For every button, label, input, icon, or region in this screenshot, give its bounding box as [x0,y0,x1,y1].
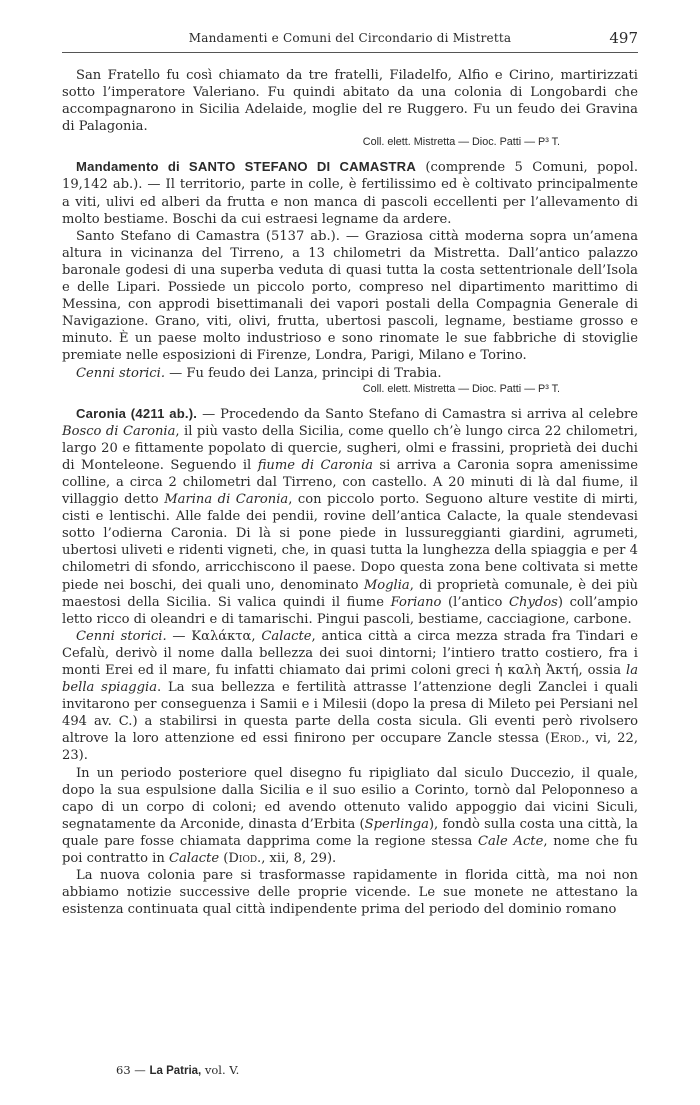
signature-footer: 63 — La Patria, vol. V. [116,1063,240,1077]
electoral-note: Coll. elett. Mistretta — Dioc. Patti — P³ T. [362,382,560,395]
paragraph-duccezio: In un periodo posteriore quel disegno fu ripigliato dal siculo Duccezio, il quale, dopo la sua espulsione dalla Sicilia e il suo esilio a Corinto, tornò dal Peloponneso a capo di un corpo di coloni; ed avendo ottenuto valido appoggio dai vicini Siculi, segnatamente da Arconide, dinasta d’Erbita (Sperlinga), fondò sulla costa una città, la quale pare fosse chiamata dapprima come la regione stessa Cale Acte, nome che fu poi contratto in Calacte (Diod., xii, 8, 29). [62,765,638,867]
paragraph-cenni-caronia: Cenni storici. — Καλάκτα, Calacte, antica città a circa mezza strada fra Tindari e Cefalù, derivò il nome dalla bellezza dei suoi dintorni; l’intiero tratto costiero, fra i monti Erei ed il mare, fu infatti chiamato dai primi coloni greci ἡ καλὴ Ἀκτή, ossia la bella spiaggia. La sua bellezza e fertilità attrasse l’attenzione degli Zanclei i quali invitarono per conseguenza i Samii e i Milesii (dopo la presa di Mileto pei Persiani nel 494 av. C.) a stabilirsi in questa parte della costa sicula. Gli eventi però rivolsero altrove la loro attenzione ed essi finirono per occupare Zancle stessa (Erod., vi, 22, 23). [62,628,638,764]
paragraph-cenni-santo-stefano: Cenni storici. — Fu feudo dei Lanza, principi di Trabia. [76,365,442,381]
paragraph-mandamento: Mandamento di SANTO STEFANO DI CAMASTRA (comprende 5 Comuni, popol. 19,142 ab.). — Il territorio, parte in colle, è fertilissimo ed è coltivato principalmente a viti, ulivi ed alberi da frutta e non manca di pascoli eccellenti per l’allevamento di molto bestiame. Boschi da cui estraesi legname da ardere. [62,159,638,227]
mandamento-heading: Mandamento di SANTO STEFANO DI CAMASTRA [76,159,416,175]
electoral-note: Coll. elett. Mistretta — Dioc. Patti — P³ T. [362,136,560,149]
paragraph-santo-stefano: Santo Stefano di Camastra (5137 ab.). — Graziosa città moderna sopra un’amena altura in vicinanza del Tirreno, a 13 chilometri da Mistretta. Dall’antico palazzo baronale godesi di una superba veduta di quasi tutta la costa settentrionale dell’Isola e delle Lipari. Possiede un piccolo porto, compreso nel dipartimento marittimo di Messina, con approdi bisettimanali dei vapori postali della Compagnia Generale di Navigazione. Grano, viti, olivi, frutta, ubertosi pascoli, legname, bestiame grosso e minuto. È un paese molto industrioso e sono rinomate le sue fabbriche di stoviglie premiate nelle esposizioni di Firenze, Londra, Parigi, Milano e Torino. [62,228,638,364]
cenni-label: Cenni storici. [76,628,167,644]
paragraph-san-fratello: San Fratello fu così chiamato da tre fratelli, Filadelfo, Alfio e Cirino, martirizzati sotto l’imperatore Valeriano. Fu quindi abitato da una colonia di Longobardi che accompagnarono in Sicilia Adelaide, moglie del re Ruggero. Fu un feudo dei Gravina di Palagonia. [62,68,638,135]
paragraph-caronia: Caronia (4211 ab.). — Procedendo da Santo Stefano di Camastra si arriva al celebre Bosco di Caronia, il più vasto della Sicilia, come quello ch’è lungo circa 22 chilometri, largo 20 e fittamente popolato di quercie, sugheri, olmi e frassini, proprietà dei duchi di Monteleone. Seguendo il fiume di Caronia si arriva a Caronia sopra amenissime colline, a circa 2 chilometri dal Tirreno, con castello. A 20 minuti di là dal fiume, il villaggio detto Marina di Caronia, con piccolo porto. Seguono alture vestite di mirti, cisti e lentischi. Alle falde dei pendii, rovine dell’antica Calacte, la quale stendevasi sotto l’odierna Caronia. Di là si pone piede in lussureggianti giardini, agrumeti, ubertosi uliveti e ridenti vigneti, che, in quasi tutta la lunghezza della spiaggia e per 4 chilometri di sfondo, arricchiscono il paese. Dopo questa zona bene coltivata si mette piede nei boschi, dei quali uno, denominato Moglia, di proprietà comunale, è dei più maestosi della Sicilia. Si valica quindi il fiume Foriano (l’antico Chydos) coll’ampio letto ricco di oleandri e di tamarischi. Pingui pascoli, bestiame, cacciagione, carbone. [62,405,639,627]
footer-title: La Patria, [149,1065,202,1077]
caronia-heading: Caronia (4211 ab.). [76,405,198,421]
page-number: 497 [609,29,638,47]
header-title: Mandamenti e Comuni del Circondario di Mistretta [188,31,512,45]
text-body [62,67,638,918]
running-header [62,28,638,53]
cenni-label: Cenni storici. [76,365,165,381]
paragraph-nuova-colonia: La nuova colonia pare si trasformasse rapidamente in florida città, ma noi non abbiamo notizie successive delle proprie vicende. Le sue monete ne attestano la esistenza continuata qual città indipendente prima del periodo del dominio romano [62,868,638,918]
